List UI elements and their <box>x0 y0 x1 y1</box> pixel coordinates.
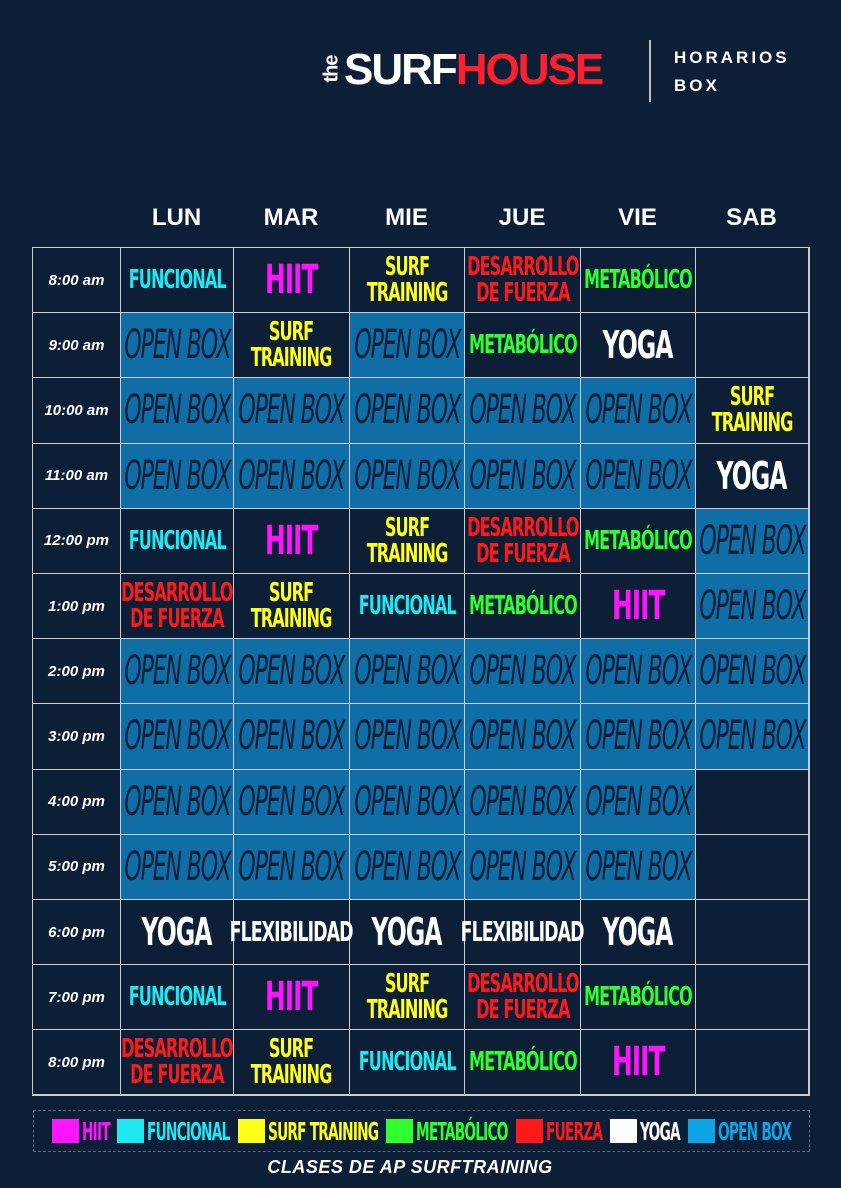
legend-item-metab-lico <box>386 1117 507 1146</box>
header-divider <box>649 40 651 102</box>
class-cell-funcional <box>350 574 465 639</box>
empty-cell <box>696 248 809 313</box>
class-cell-surf-training <box>696 378 809 443</box>
class-name: FLEXIBILIDAD <box>461 915 584 949</box>
legend-label: METABÓLICO <box>416 1116 508 1146</box>
class-name: DESARROLLO DE FUERZA <box>466 512 579 569</box>
class-cell-open-box <box>350 639 465 704</box>
class-name: OPEN BOX <box>584 713 692 760</box>
schedule-table <box>32 247 810 1096</box>
legend-item-hiit <box>52 1117 109 1146</box>
time-label: 9:00 am <box>33 313 121 378</box>
class-name: OPEN BOX <box>238 648 345 695</box>
class-name: OPEN BOX <box>123 648 231 695</box>
class-name: OPEN BOX <box>584 648 692 695</box>
class-name: OPEN BOX <box>584 452 692 499</box>
class-legend <box>33 1110 810 1152</box>
class-cell-open-box <box>581 444 696 509</box>
logo-surf: SURF <box>344 45 456 94</box>
class-name: DESARROLLO DE FUERZA <box>466 969 579 1026</box>
class-name: HIIT <box>265 257 318 304</box>
day-mie: MIE <box>385 204 428 231</box>
legend-swatch <box>516 1119 543 1143</box>
class-name: OPEN BOX <box>353 648 461 695</box>
class-cell-hiit <box>234 965 350 1030</box>
legend-swatch <box>238 1119 265 1143</box>
legend-swatch <box>52 1119 79 1143</box>
class-name: OPEN BOX <box>584 387 692 434</box>
day-vie: VIE <box>618 204 657 231</box>
class-cell-flexibilidad <box>461 900 584 965</box>
class-name: DESARROLLO DE FUERZA <box>466 252 579 309</box>
class-cell-open-box <box>696 704 809 769</box>
time-label: 10:00 am <box>33 378 121 443</box>
class-cell-open-box <box>234 770 350 835</box>
class-cell-desarrollo-de-fuerza <box>465 248 581 313</box>
class-name: OPEN BOX <box>353 322 461 369</box>
class-cell-open-box <box>696 639 809 704</box>
header <box>0 0 841 130</box>
class-cell-open-box <box>350 378 465 443</box>
class-name: FUNCIONAL <box>128 525 226 556</box>
class-name: OPEN BOX <box>698 583 806 630</box>
class-cell-open-box <box>234 378 350 443</box>
class-cell-yoga <box>696 444 809 509</box>
legend-item-open-box <box>688 1117 791 1146</box>
class-name: OPEN BOX <box>238 452 345 499</box>
class-cell-open-box <box>350 704 465 769</box>
class-name: SURF TRAINING <box>366 969 448 1026</box>
class-name: OPEN BOX <box>353 713 461 760</box>
class-cell-hiit <box>234 248 350 313</box>
class-name: DESARROLLO DE FUERZA <box>121 578 233 635</box>
class-cell-surf-training <box>234 313 350 378</box>
class-cell-open-box <box>696 509 809 574</box>
time-label: 1:00 pm <box>33 574 121 639</box>
class-name: METABÓLICO <box>584 982 692 1013</box>
class-cell-open-box <box>465 639 581 704</box>
time-label: 8:00 pm <box>33 1030 121 1095</box>
class-cell-open-box <box>234 704 350 769</box>
legend-label: FUERZA <box>545 1116 602 1146</box>
class-name: OPEN BOX <box>123 778 231 825</box>
class-name: OPEN BOX <box>469 387 576 434</box>
class-cell-desarrollo-de-fuerza <box>465 509 581 574</box>
day-mar: MAR <box>263 204 319 231</box>
class-name: HIIT <box>265 974 318 1021</box>
time-label: 4:00 pm <box>33 770 121 835</box>
class-cell-open-box <box>581 770 696 835</box>
empty-cell <box>696 965 809 1030</box>
class-cell-open-box <box>465 704 581 769</box>
day-sab: SAB <box>726 204 777 231</box>
class-name: METABÓLICO <box>468 591 577 622</box>
class-cell-yoga <box>581 313 696 378</box>
class-name: OPEN BOX <box>123 452 231 499</box>
class-name: SURF TRAINING <box>366 512 448 569</box>
class-cell-surf-training <box>350 248 465 313</box>
time-label: 5:00 pm <box>33 835 121 900</box>
time-label: 6:00 pm <box>33 900 121 965</box>
day-jue: JUE <box>498 204 546 231</box>
class-name: FUNCIONAL <box>128 982 226 1013</box>
legend-item-yoga <box>610 1117 680 1146</box>
class-name: YOGA <box>602 323 674 368</box>
time-label: 3:00 pm <box>33 704 121 769</box>
time-label: 11:00 am <box>33 444 121 509</box>
class-cell-open-box <box>350 444 465 509</box>
class-name: OPEN BOX <box>123 843 231 890</box>
class-cell-hiit <box>581 574 696 639</box>
class-cell-surf-training <box>350 509 465 574</box>
class-cell-hiit <box>234 509 350 574</box>
class-name: HIIT <box>265 517 318 564</box>
class-name: SURF TRAINING <box>251 317 332 374</box>
class-name: OPEN BOX <box>353 452 461 499</box>
class-name: DESARROLLO DE FUERZA <box>121 1034 233 1091</box>
class-name: OPEN BOX <box>123 713 231 760</box>
class-cell-funcional <box>350 1030 465 1095</box>
class-cell-open-box <box>581 835 696 900</box>
class-name: OPEN BOX <box>469 713 576 760</box>
class-name: OPEN BOX <box>469 452 576 499</box>
class-name: OPEN BOX <box>123 387 231 434</box>
class-name: SURF TRAINING <box>251 578 332 635</box>
time-label: 8:00 am <box>33 248 121 313</box>
class-cell-open-box <box>234 835 350 900</box>
logo-the: the <box>320 55 343 82</box>
class-name: METABÓLICO <box>468 1047 577 1078</box>
class-cell-desarrollo-de-fuerza <box>121 574 234 639</box>
class-name: OPEN BOX <box>238 778 345 825</box>
class-cell-surf-training <box>234 1030 350 1095</box>
class-cell-open-box <box>581 704 696 769</box>
class-name: OPEN BOX <box>469 778 576 825</box>
class-cell-metab-lico <box>581 965 696 1030</box>
legend-label: HIIT <box>81 1116 110 1146</box>
header-subtitle <box>674 44 790 100</box>
day-header-row <box>0 196 841 240</box>
header-line-1: HORARIOS <box>674 48 790 67</box>
class-name: SURF TRAINING <box>366 252 448 309</box>
class-name: METABÓLICO <box>584 525 692 556</box>
logo-house: HOUSE <box>455 45 603 94</box>
class-cell-open-box <box>121 444 234 509</box>
class-cell-open-box <box>121 835 234 900</box>
class-name: YOGA <box>371 910 443 955</box>
legend-item-fuerza <box>516 1117 602 1146</box>
class-name: OPEN BOX <box>353 387 461 434</box>
class-name: OPEN BOX <box>469 843 576 890</box>
class-name: OPEN BOX <box>584 843 692 890</box>
class-cell-open-box <box>465 378 581 443</box>
class-cell-surf-training <box>234 574 350 639</box>
class-cell-open-box <box>121 770 234 835</box>
class-name: YOGA <box>141 910 213 955</box>
class-cell-desarrollo-de-fuerza <box>121 1030 234 1095</box>
class-name: OPEN BOX <box>238 843 345 890</box>
class-cell-funcional <box>121 248 234 313</box>
class-cell-open-box <box>350 313 465 378</box>
class-cell-funcional <box>121 965 234 1030</box>
empty-cell <box>696 835 809 900</box>
class-cell-open-box <box>465 444 581 509</box>
class-name: OPEN BOX <box>698 648 806 695</box>
empty-cell <box>696 313 809 378</box>
class-name: OPEN BOX <box>698 713 806 760</box>
class-cell-desarrollo-de-fuerza <box>465 965 581 1030</box>
class-name: OPEN BOX <box>698 517 806 564</box>
header-line-2: BOX <box>674 76 720 95</box>
class-name: METABÓLICO <box>468 330 577 361</box>
time-label: 12:00 pm <box>33 509 121 574</box>
class-cell-open-box <box>234 444 350 509</box>
class-name: FUNCIONAL <box>128 265 226 296</box>
class-name: OPEN BOX <box>584 778 692 825</box>
class-name: HIIT <box>611 1039 665 1086</box>
class-cell-open-box <box>121 313 234 378</box>
class-cell-funcional <box>121 509 234 574</box>
class-cell-metab-lico <box>465 313 581 378</box>
class-cell-open-box <box>581 378 696 443</box>
class-name: FUNCIONAL <box>358 591 456 622</box>
empty-cell <box>696 900 809 965</box>
class-cell-metab-lico <box>465 1030 581 1095</box>
class-cell-open-box <box>121 639 234 704</box>
class-cell-open-box <box>465 835 581 900</box>
class-name: FUNCIONAL <box>358 1047 456 1078</box>
class-cell-open-box <box>121 704 234 769</box>
class-cell-open-box <box>234 639 350 704</box>
class-name: YOGA <box>716 453 788 498</box>
class-cell-metab-lico <box>581 509 696 574</box>
class-name: YOGA <box>602 910 674 955</box>
class-name: OPEN BOX <box>353 778 461 825</box>
class-cell-metab-lico <box>465 574 581 639</box>
class-name: OPEN BOX <box>353 843 461 890</box>
class-name: FLEXIBILIDAD <box>230 915 353 949</box>
legend-item-funcional <box>117 1117 229 1146</box>
class-cell-yoga <box>350 900 465 965</box>
legend-label: OPEN BOX <box>718 1116 792 1146</box>
legend-swatch <box>117 1119 144 1143</box>
class-cell-metab-lico <box>581 248 696 313</box>
class-cell-hiit <box>581 1030 696 1095</box>
class-cell-yoga <box>581 900 696 965</box>
class-cell-flexibilidad <box>230 900 353 965</box>
class-name: METABÓLICO <box>584 265 692 296</box>
time-label: 7:00 pm <box>33 965 121 1030</box>
legend-swatch <box>610 1119 637 1143</box>
class-name: HIIT <box>611 583 665 630</box>
time-label: 2:00 pm <box>33 639 121 704</box>
class-cell-surf-training <box>350 965 465 1030</box>
legend-item-surf-training <box>238 1117 379 1146</box>
class-cell-yoga <box>121 900 234 965</box>
class-name: OPEN BOX <box>238 713 345 760</box>
footer-caption: CLASES DE AP SURFTRAINING <box>267 1157 553 1177</box>
class-cell-open-box <box>121 378 234 443</box>
empty-cell <box>696 1030 809 1095</box>
legend-label: YOGA <box>639 1116 680 1146</box>
empty-cell <box>696 770 809 835</box>
class-name: OPEN BOX <box>123 322 231 369</box>
class-cell-open-box <box>350 770 465 835</box>
surfhouse-logo <box>320 40 602 100</box>
class-name: OPEN BOX <box>238 387 345 434</box>
class-cell-open-box <box>581 639 696 704</box>
class-name: OPEN BOX <box>469 648 576 695</box>
day-lun: LUN <box>151 204 202 231</box>
class-cell-open-box <box>465 770 581 835</box>
legend-label: SURF TRAINING <box>267 1116 378 1146</box>
class-cell-open-box <box>350 835 465 900</box>
legend-swatch <box>688 1119 715 1143</box>
class-cell-open-box <box>696 574 809 639</box>
class-name: SURF TRAINING <box>251 1034 332 1091</box>
class-name: SURF TRAINING <box>711 382 793 439</box>
legend-label: FUNCIONAL <box>147 1116 230 1146</box>
legend-swatch <box>386 1119 413 1143</box>
